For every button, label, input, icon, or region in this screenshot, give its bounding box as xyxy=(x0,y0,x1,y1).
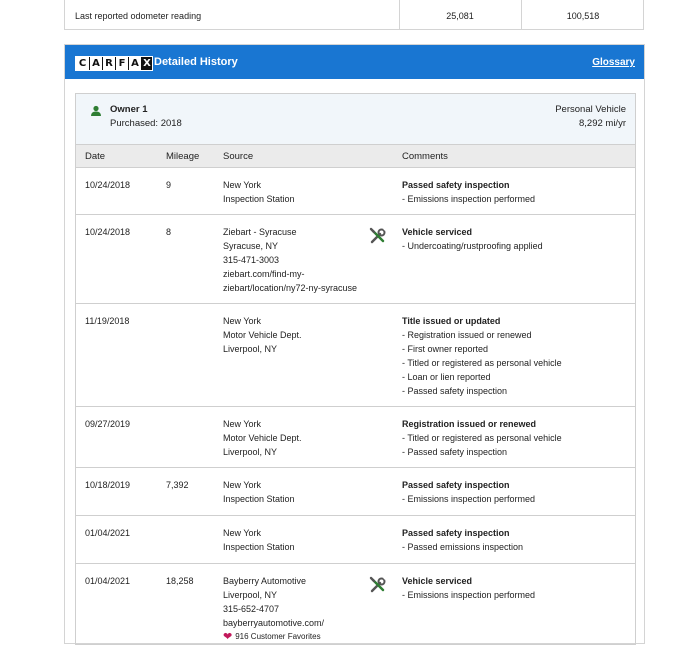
owner-purchased: Purchased: 2018 xyxy=(110,118,182,129)
comment-title: Title issued or updated xyxy=(402,316,501,326)
table-row xyxy=(76,564,635,644)
comment-line: - Emissions inspection performed xyxy=(402,494,536,504)
comment-line: - Passed emissions inspection xyxy=(402,542,524,552)
source-line: Motor Vehicle Dept. xyxy=(223,330,302,340)
row-source xyxy=(223,417,302,459)
person-icon xyxy=(90,105,102,117)
source-line: Motor Vehicle Dept. xyxy=(223,433,302,443)
source-line: Liverpool, NY xyxy=(223,590,278,600)
carfax-logo xyxy=(75,56,153,71)
row-comments xyxy=(402,225,543,253)
logo-letter: A xyxy=(89,57,102,70)
table-row xyxy=(76,468,635,516)
table-row xyxy=(76,407,635,468)
panel-header xyxy=(65,45,644,79)
source-link[interactable]: ziebart/location/ny72-ny-syracuse xyxy=(223,283,358,293)
comment-line: - Registration issued or renewed xyxy=(402,330,532,340)
comment-title: Vehicle serviced xyxy=(402,227,473,237)
row-comments xyxy=(402,314,562,398)
comment-title: Vehicle serviced xyxy=(402,576,473,586)
source-line: Liverpool, NY xyxy=(223,344,278,354)
row-mileage: 18,258 xyxy=(166,576,194,586)
comment-line: - Undercoating/rustproofing applied xyxy=(402,241,543,251)
table-row xyxy=(76,516,635,564)
row-comments xyxy=(402,574,535,602)
row-comments xyxy=(402,478,535,506)
customer-favorites xyxy=(223,630,324,644)
glossary-link[interactable]: Glossary xyxy=(592,57,635,68)
row-date: 10/18/2019 xyxy=(85,480,131,490)
panel-title: Detailed History xyxy=(154,56,238,68)
comment-line: - Passed safety inspection xyxy=(402,386,508,396)
row-date: 01/04/2021 xyxy=(85,576,131,586)
comment-title: Passed safety inspection xyxy=(402,480,510,490)
row-source xyxy=(223,225,357,295)
odometer-label: Last reported odometer reading xyxy=(75,11,202,21)
comment-line: - First owner reported xyxy=(402,344,489,354)
row-date: 10/24/2018 xyxy=(85,227,131,237)
column-header-mileage: Mileage xyxy=(166,151,200,162)
comment-line: - Loan or lien reported xyxy=(402,372,491,382)
row-source xyxy=(223,178,295,206)
comment-line: - Emissions inspection performed xyxy=(402,590,536,600)
source-line: New York xyxy=(223,180,262,190)
vehicle-use-type: Personal Vehicle xyxy=(555,104,626,115)
table-row xyxy=(76,215,635,304)
row-source xyxy=(223,314,302,356)
row-source xyxy=(223,478,295,506)
source-line: Inspection Station xyxy=(223,194,295,204)
source-line: Liverpool, NY xyxy=(223,447,278,457)
comment-line: - Titled or registered as personal vehicle xyxy=(402,433,562,443)
source-line: New York xyxy=(223,528,262,538)
row-date: 10/24/2018 xyxy=(85,180,131,190)
logo-letter: X xyxy=(141,57,152,70)
row-mileage: 9 xyxy=(166,180,172,190)
row-source xyxy=(223,526,295,554)
odometer-value-1: 25,081 xyxy=(446,11,474,21)
owner-header xyxy=(76,94,635,145)
row-comments xyxy=(402,178,535,206)
source-line: Inspection Station xyxy=(223,494,295,504)
table-row xyxy=(76,168,635,215)
row-date: 01/04/2021 xyxy=(85,528,131,538)
column-header-date: Date xyxy=(85,151,106,162)
source-line: Inspection Station xyxy=(223,542,295,552)
owner-name: Owner 1 xyxy=(110,104,148,115)
column-header-comments: Comments xyxy=(402,151,448,162)
heart-icon: ❤ xyxy=(223,630,233,643)
comment-title: Passed safety inspection xyxy=(402,528,510,538)
source-line: Syracuse, NY xyxy=(223,241,279,251)
logo-letter: C xyxy=(76,57,89,70)
column-header-source: Source xyxy=(223,151,254,162)
mileage-rate: 8,292 mi/yr xyxy=(579,118,626,129)
source-line: New York xyxy=(223,419,262,429)
wrench-screwdriver-icon xyxy=(369,227,387,245)
wrench-screwdriver-icon xyxy=(369,576,387,594)
source-link[interactable]: ziebart.com/find-my- xyxy=(223,269,305,279)
source-line: New York xyxy=(223,316,262,326)
source-line: 315-471-3003 xyxy=(223,255,280,265)
favorites-count: 916 Customer Favorites xyxy=(235,632,321,641)
logo-letter: A xyxy=(128,57,141,70)
comment-line: - Emissions inspection performed xyxy=(402,194,536,204)
logo-letter: R xyxy=(102,57,115,70)
row-mileage: 7,392 xyxy=(166,480,189,490)
logo-letter: F xyxy=(115,57,128,70)
table-row xyxy=(76,304,635,407)
comment-line: - Passed safety inspection xyxy=(402,447,508,457)
odometer-summary-row xyxy=(64,0,644,30)
row-date: 09/27/2019 xyxy=(85,419,131,429)
source-line: Ziebart - Syracuse xyxy=(223,227,297,237)
source-link[interactable]: bayberryautomotive.com/ xyxy=(223,618,325,628)
source-line: New York xyxy=(223,480,262,490)
comment-title: Passed safety inspection xyxy=(402,180,510,190)
comment-title: Registration issued or renewed xyxy=(402,419,537,429)
row-mileage: 8 xyxy=(166,227,172,237)
source-line: 315-652-4707 xyxy=(223,604,280,614)
owner-section xyxy=(75,93,636,645)
odometer-value-2: 100,518 xyxy=(566,11,600,21)
row-comments xyxy=(402,526,523,554)
row-date: 11/19/2018 xyxy=(85,316,130,326)
source-line: Bayberry Automotive xyxy=(223,576,307,586)
comment-line: - Titled or registered as personal vehicle xyxy=(402,358,562,368)
detailed-history-panel xyxy=(64,44,645,644)
history-table-header xyxy=(76,145,635,168)
row-comments xyxy=(402,417,562,459)
